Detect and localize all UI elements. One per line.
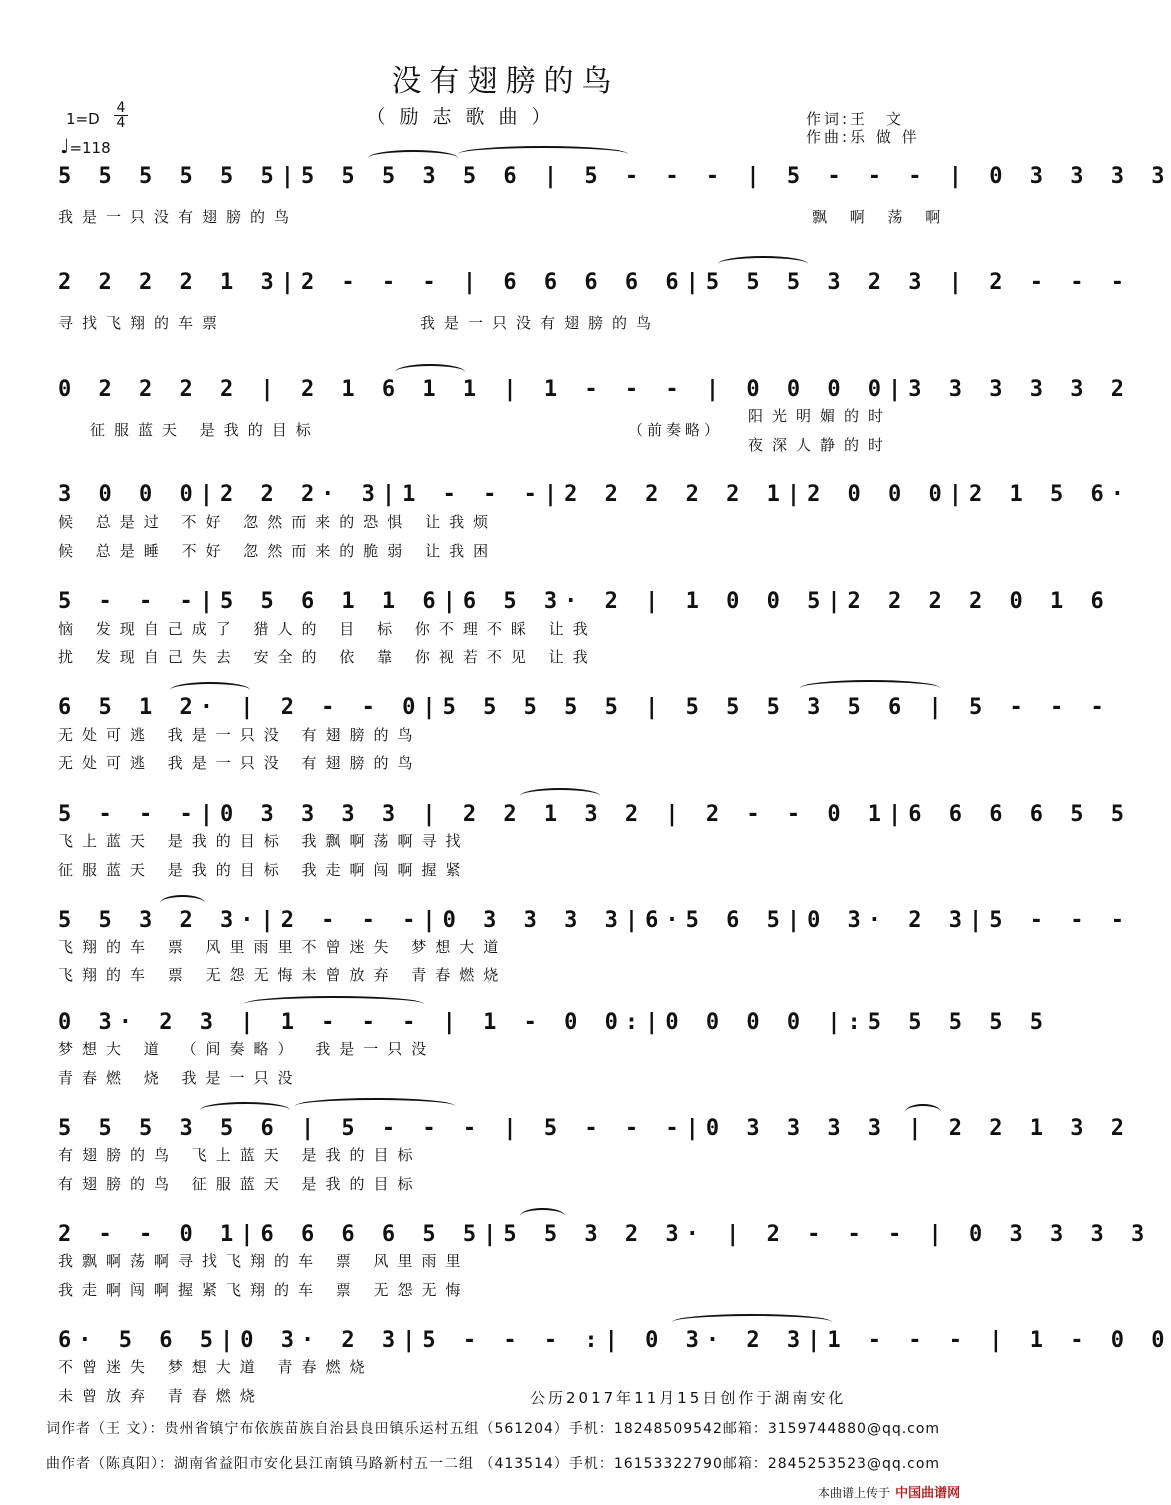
notes-row-10: 5 5 5 3 5 6 | 5 - - - | 5 - - -|0 3 3 3 3 | 2 2 1 3 2 [58,1116,1131,1141]
score-row-5 [58,587,1111,617]
lyric-row-1: 我是一只没有翅膀的鸟 [58,208,299,226]
lyric-row-2: 寻找飞翔的车票 [58,314,227,332]
time-signature-bottom: 4 [114,115,128,130]
lyricist-credit: 作词:王 文 [806,110,905,128]
score-row-10 [58,1114,1131,1144]
lyric-row-12: 不曾迷失 梦想大道 青春燃烧 [58,1358,374,1376]
lyric-row-7-verse2: 征服蓝天 是我的目标 我走啊闯啊握紧 [58,861,470,879]
prelude-omitted: （前奏略） [628,421,724,439]
lyric-row-4: 候 总是过 不好 忽然而来的恐惧 让我烦 [58,513,498,531]
tempo-value: =118 [69,139,111,157]
slur [672,1314,832,1330]
time-signature [114,101,128,130]
slur [368,150,458,166]
lyric-row-5: 恼 发现自己成了 猎人的 目 标 你不理不睬 让我 [58,620,597,638]
lyric-row-9: 梦想大 道 （间奏略） 我是一只没 [58,1040,436,1058]
lyric-row-3-right: 阳光明媚的时 [748,407,893,425]
score-row-12 [58,1326,1171,1356]
lyric-row-11-verse2: 我走啊闯啊握紧飞翔的车 票 无怨无悔 [58,1281,470,1299]
slur [905,1104,941,1120]
lyric-row-6-verse2: 无处可逃 我是一只没 有翅膀的鸟 [58,754,422,772]
upload-text: 本曲谱上传于 [818,1486,891,1500]
slur [520,1208,565,1224]
slur [800,680,940,696]
notes-row-5: 5 - - -|5 5 6 1 1 6|6 5 3· 2 | 1 0 0 5|2 2 2 2 0 1 6 [58,589,1111,614]
notes-row-4: 3 0 0 0|2 2 2· 3|1 - - -|2 2 2 2 2 1|2 0 0 0|2 1 5 6· [58,482,1131,507]
lyric-row-9-verse2: 青春燃 烧 我是一只没 [58,1069,302,1087]
lyric-row-10-verse2: 有翅膀的鸟 征服蓝天 是我的目标 [58,1175,422,1193]
notes-row-11: 2 - - 0 1|6 6 6 6 5 5|5 5 3 2 3· | 2 - - - | 0 3 3 3 3 [58,1222,1152,1247]
lyric-row-3: 征服蓝天 是我的目标 [90,421,320,439]
score-row-4 [58,480,1131,510]
composer-credit: 作曲:乐 做 伴 [806,128,920,146]
tempo-marking [60,134,111,158]
lyric-row-5-verse2: 扰 发现自己失去 安全的 依 靠 你视若不见 让我 [58,648,597,666]
lyric-row-4-verse2: 候 总是睡 不好 忽然而来的脆弱 让我困 [58,542,498,560]
key-signature: 1=D [66,110,100,128]
score-row-7 [58,800,1131,830]
notes-row-1: 5 5 5 5 5 5|5 5 5 3 5 6 | 5 - - - | 5 - - - | 0 3 3 3 3 [58,164,1171,189]
lyric-row-2-right: 我是一只没有翅膀的鸟 [420,314,661,332]
song-title: 没有翅膀的鸟 [391,64,620,99]
lyric-row-8: 飞翔的车 票 风里雨里不曾迷失 梦想大道 [58,938,508,956]
slur [244,996,424,1012]
slur [520,788,600,804]
quarter-note-icon: ♩ [60,134,70,158]
lyric-row-12-verse2: 未曾放弃 青春燃烧 [58,1387,264,1405]
score-row-3 [58,375,1131,405]
lyric-row-11: 我飘啊荡啊寻找飞翔的车 票 风里雨里 [58,1252,470,1270]
time-signature-top: 4 [116,100,126,116]
lyric-row-6: 无处可逃 我是一只没 有翅膀的鸟 [58,726,422,744]
notes-row-3: 0 2 2 2 2 | 2 1 6 1 1 | 1 - - - | 0 0 0 0|3 3 3 3 3 2 [58,377,1131,402]
slur [200,1102,290,1118]
lyric-row-10: 有翅膀的鸟 飞上蓝天 是我的目标 [58,1146,422,1164]
notes-row-12: 6· 5 6 5|0 3· 2 3|5 - - - :| 0 3· 2 3|1 - - - | 1 - 0 0 [58,1328,1171,1353]
slur [718,256,808,272]
score-row-2 [58,268,1131,298]
score-row-9 [58,1008,1051,1038]
lyric-row-1-right: 飘 啊 荡 啊 [812,208,950,226]
score-row-11 [58,1220,1152,1250]
lyricist-info: 词作者（王 文）：贵州省镇宁布依族苗族自治县良田镇乐运村五组（561204）手机：18248509542邮箱：3159744880@qq.com [46,1421,941,1437]
date-line: 公历2017年11月15日创作于湖南安化 [530,1389,847,1407]
notes-row-7: 5 - - -|0 3 3 3 3 | 2 2 1 3 2 | 2 - - 0 1|6 6 6 6 5 5 [58,802,1131,827]
lyric-row-7: 飞上蓝天 是我的目标 我飘啊荡啊寻找 [58,832,470,850]
slur [295,1098,455,1114]
lyric-row-8-verse2: 飞翔的车 票 无怨无悔未曾放弃 青春燃烧 [58,966,508,984]
slur [170,682,250,698]
song-subtitle: （励志歌曲） [366,106,565,128]
score-row-1 [58,162,1171,192]
notes-row-9: 0 3· 2 3 | 1 - - - | 1 - 0 0:|0 0 0 0 |:5 5 5 5 5 [58,1010,1051,1035]
site-logo: 中国曲谱网 [895,1486,961,1501]
composer-info: 曲作者（陈真阳）：湖南省益阳市安化县江南镇马路新村五一二组 （413514）手机：16153322790邮箱：2845253523@qq.com [46,1456,941,1472]
notes-row-2: 2 2 2 2 1 3|2 - - - | 6 6 6 6 6|5 5 5 3 2 3 | 2 - - - [58,270,1131,295]
notes-row-6: 6 5 1 2· | 2 - - 0|5 5 5 5 5 | 5 5 5 3 5 6 | 5 - - - [58,695,1111,720]
slur [160,895,205,911]
slur [458,146,628,162]
lyric-row-3-right-verse2: 夜深人静的时 [748,436,893,454]
upload-credit [818,1482,960,1501]
slur [395,364,465,380]
notes-row-8: 5 5 3 2 3·|2 - - -|0 3 3 3 3|6·5 6 5|0 3· 2 3|5 - - - [58,908,1131,933]
